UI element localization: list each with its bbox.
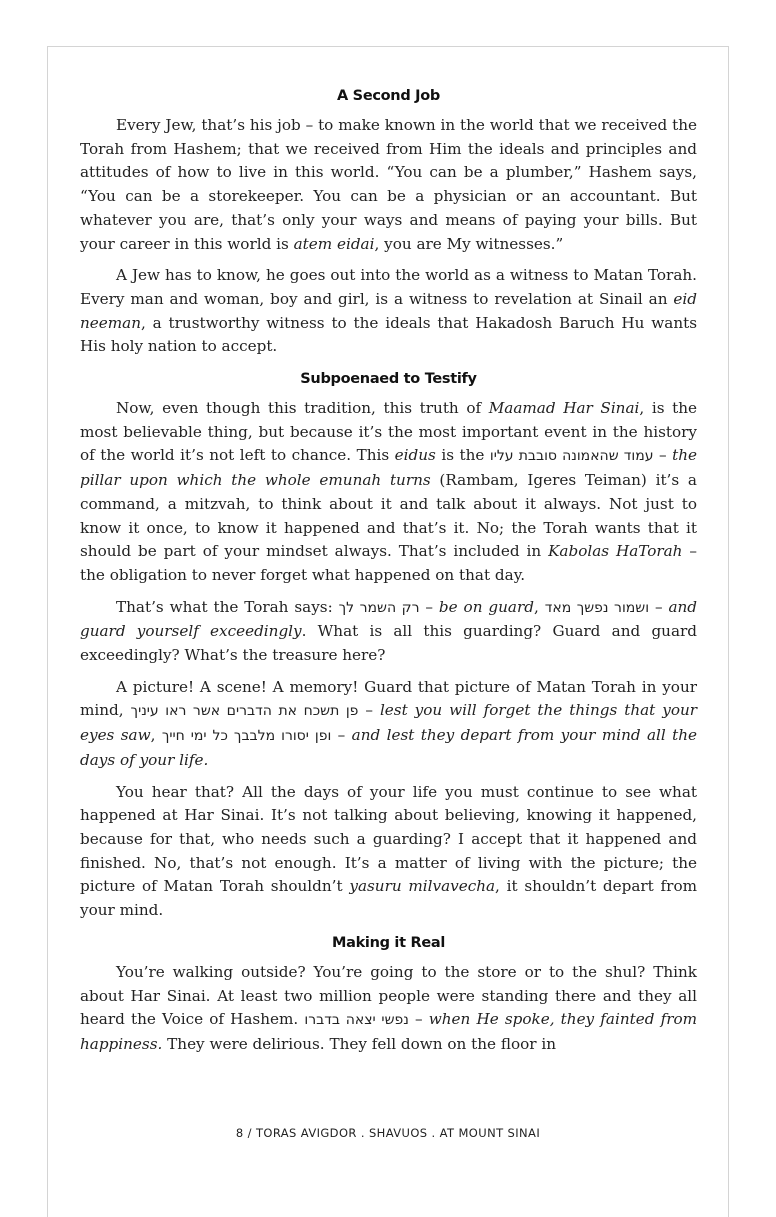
hebrew-quote: ושמור נפשך מאד	[544, 599, 650, 616]
italic-text: yasuru milvavecha	[349, 877, 496, 896]
italic-text: when He spoke, they fainted from happiness.	[80, 1010, 697, 1053]
text-run: That’s what the Torah says:	[116, 597, 339, 616]
hebrew-quote: נפשי יצאה בדברו	[304, 1012, 409, 1029]
paragraph	[80, 114, 697, 256]
text-run: , is the most believable thing, but because it’s the most important event in the history of the world it’s not left to chance. This	[80, 399, 697, 465]
page-footer: 8 / TORAS AVIGDOR . SHAVUOS . AT MOUNT SINAI	[235, 1126, 541, 1140]
italic-text: atem eidai	[293, 234, 375, 253]
text-run: , a trustworthy witness to the ideals that Hakadosh Baruch Hu wants His holy nation to accept.	[80, 313, 697, 356]
hebrew-quote: עמוד שהאמונה סובבת עליו	[489, 448, 654, 465]
text-run: – the obligation to never forget what happened on that day.	[80, 542, 697, 584]
hebrew-quote: רק השמר לך	[338, 599, 420, 616]
text-run: (Rambam, Igeres Teiman) it’s a command, a mitzvah, to think about it and talk about it always. Not just to know it once, to know it happened and that’s it. No; the Torah wants that it should be part of your mindset always. That’s included in	[80, 471, 697, 561]
text-run: –	[358, 701, 380, 720]
hebrew-quote: ופן יסורו מלבבך כל ימי חייך	[161, 728, 332, 745]
text-run: , it shouldn’t depart from your mind.	[80, 877, 697, 920]
text-run: –	[419, 597, 439, 616]
italic-text: and guard yourself exceedingly	[80, 597, 698, 641]
text-run: , you are My witnesses.”	[374, 234, 564, 253]
paragraph	[80, 264, 697, 359]
italic-text: be on guard	[438, 597, 534, 616]
text-run: They were delirious. They fell down on the floor in	[162, 1034, 556, 1053]
italic-text: eid neeman	[80, 289, 697, 332]
italic-text: Kabolas HaTorah	[548, 542, 683, 561]
text-run: A picture! A scene! A memory! Guard that picture of Matan Torah in your mind,	[80, 677, 697, 720]
paragraph	[80, 596, 697, 668]
paragraph	[80, 397, 697, 588]
section-heading: Making it Real	[331, 934, 446, 951]
italic-text: eidus	[394, 446, 436, 465]
document-body	[80, 84, 697, 1065]
section-heading: A Second Job	[337, 88, 440, 104]
text-run: ,	[533, 597, 545, 616]
text-run: –	[331, 726, 352, 745]
text-run: You’re walking outside? You’re going to the store or to the shul? Think about Har Sinai. At least two million people were standing there and they all heard the Voice of Hashem.	[80, 962, 697, 1029]
text-run: A Jew has to know, he goes out into the world as a witness to Matan Torah. Every man and woman, boy and girl, is a witness to revelation at Sinail an	[80, 266, 697, 308]
text-run: ,	[150, 726, 162, 745]
paragraph	[80, 781, 697, 923]
italic-text: the pillar upon which the whole emunah turns	[80, 446, 697, 490]
italic-text: lest you will forget the things that your eyes saw	[80, 701, 698, 745]
text-run: . What is all this guarding? Guard and guard exceedingly? What’s the treasure here?	[80, 622, 697, 665]
text-run: –	[408, 1010, 429, 1029]
section-heading: Subpoenaed to Testify	[300, 371, 477, 388]
text-run: Now, even though this tradition, this truth of	[116, 399, 489, 418]
text-run: You hear that? All the days of your life you must continue to see what happened at Har Sinai. It’s not talking about believing, knowing it happened, because for that, who needs such a guarding? I accept that it happened and finished. No, that’s not enough. It’s a matter of living with the picture; the picture of Matan Torah shouldn’t	[80, 782, 697, 896]
text-run: –	[649, 597, 669, 616]
italic-text: and lest they depart from your mind all the days of your life.	[80, 726, 698, 769]
text-run: –	[653, 446, 673, 465]
paragraph	[80, 676, 697, 773]
text-run: Every Jew, that’s his job – to make known in the world that we received the Torah from Hashem; that we received from Him the ideals and principles and attitudes of how to live in this world. “You can be a plumber,” Hashem says, “You can be a storekeeper. You can be a physician or an accountant. But whatever you are, that’s only your ways and means of paying your bills. But your career in this world is	[80, 116, 697, 253]
text-run: is the	[435, 446, 490, 465]
paragraph	[80, 961, 697, 1057]
hebrew-quote: פן תשכח את הדברים אשר ראו עיניך	[130, 703, 359, 720]
italic-text: Maamad Har Sinai	[488, 399, 640, 418]
